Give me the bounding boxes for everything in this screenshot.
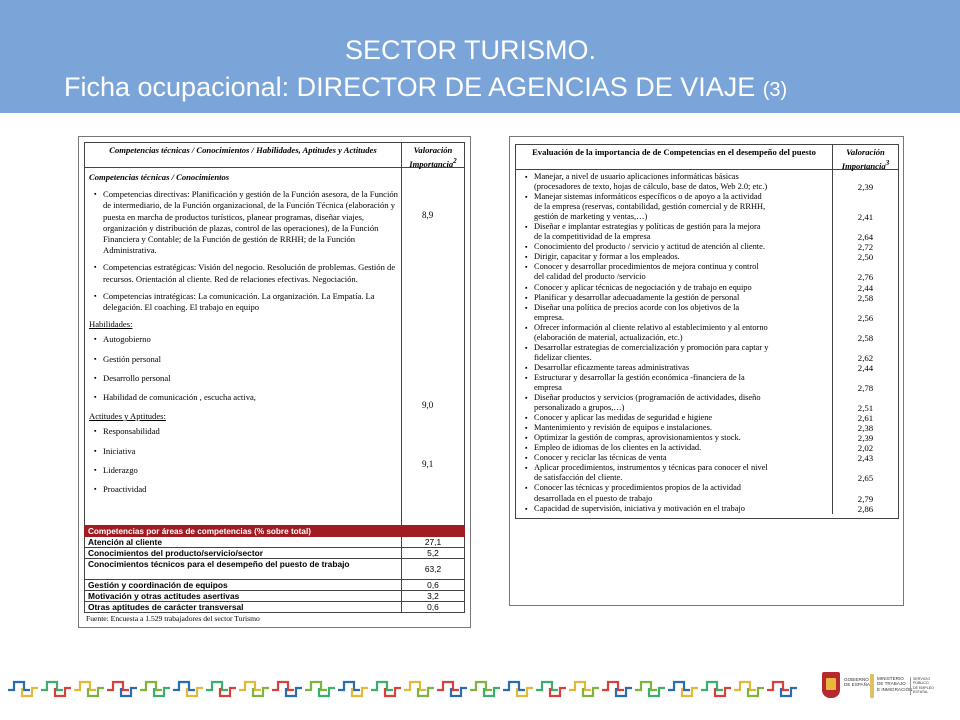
evaluation-item-line: empresa — [534, 382, 562, 392]
chain-link — [371, 682, 393, 690]
chain-link — [767, 682, 789, 690]
evaluation-item-value: 2,58 — [857, 332, 874, 343]
evaluation-item-value: 2,44 — [857, 362, 874, 373]
chain-link — [503, 682, 525, 690]
areas-table — [84, 537, 465, 613]
area-value: 27,1 — [424, 537, 442, 547]
table-row — [522, 252, 830, 262]
evaluation-item-line: ▪ Desarrollar estrategias de comercialización y promoción para captar y — [534, 342, 769, 352]
evaluation-item-line: fidelizar clientes. — [534, 352, 592, 362]
subtitle-prefix: Ficha ocupacional: — [64, 72, 297, 102]
competencies-table — [84, 142, 465, 624]
evaluation-item-line: ▪ Diseñar productos y servicios (programación de actividades, diseño — [534, 393, 761, 403]
tech-section-title: Competencias técnicas / Conocimientos — [89, 172, 230, 182]
logo-ministerio — [877, 676, 912, 692]
area-name: Otras aptitudes de carácter transversal — [85, 602, 402, 612]
area-value: 3,2 — [427, 591, 439, 601]
logo-line: DE ESPAÑA — [844, 682, 870, 688]
evaluation-item-text — [522, 293, 830, 303]
evaluation-item-text — [522, 283, 830, 293]
evaluation-item-line: ▪ Conocer y aplicar técnicas de negociación y de trabajo en equipo — [534, 282, 752, 292]
chain-link — [668, 682, 690, 690]
evaluation-item-value: 2,86 — [857, 503, 874, 514]
value-spacer — [833, 192, 898, 202]
evaluation-item-line: ▪ Planificar y desarrollar adecuadamente la gestión de personal — [534, 292, 740, 302]
evaluation-table — [515, 144, 899, 519]
skills-list — [89, 334, 398, 403]
table-row — [522, 393, 830, 413]
evaluation-panel — [509, 136, 904, 606]
value-spacer — [833, 373, 898, 383]
chain-link — [338, 682, 360, 690]
tech-list — [89, 189, 398, 313]
evaluation-item-line: ▪ Dirigir, capacitar y formar a los empleados. — [534, 252, 680, 262]
evaluation-item-text — [522, 323, 830, 343]
chain-link — [74, 682, 96, 690]
value-spacer — [833, 323, 898, 333]
table-row — [522, 483, 830, 503]
table-row — [522, 323, 830, 343]
chain-link — [140, 682, 162, 690]
evaluation-importance-header — [833, 145, 898, 169]
table-row — [85, 559, 464, 580]
subtitle-main: DIRECTOR DE AGENCIAS DE VIAJE — [296, 72, 763, 102]
chain-link — [239, 682, 261, 690]
area-name: Motivación y otras actitudes asertivas — [85, 591, 402, 601]
value-spacer — [833, 463, 898, 473]
evaluation-item-value: 2,72 — [857, 242, 874, 253]
evaluation-item-line: ▪ Optimizar la gestión de compras, aprovisionamientos y stock. — [534, 433, 741, 443]
evaluation-item-value: 2,58 — [857, 292, 874, 303]
evaluation-item-line: ▪ Aplicar procedimientos, instrumentos y técnicas para conocer el nivel — [534, 463, 768, 473]
evaluation-table-body — [515, 170, 899, 519]
chain-link — [41, 682, 63, 690]
table-row — [522, 242, 830, 252]
evaluation-item-line: ▪ Conocimiento del producto / servicio y actitud de atención al cliente. — [534, 242, 765, 252]
source-note: Fuente: Encuesta a 1.529 trabajadores del sector Turismo — [86, 614, 260, 623]
evaluation-item-value: 2,65 — [857, 473, 874, 484]
evaluation-item-line: ▪ Estructurar y desarrollar la gestión económica -financiera de la — [534, 372, 745, 382]
chain-link — [206, 682, 228, 690]
evaluation-item-line: ▪ Manejar, a nivel de usuario aplicaciones informáticas básicas — [534, 172, 739, 181]
area-name: Gestión y coordinación de equipos — [85, 580, 402, 590]
skills-section-label: Habilidades — [89, 319, 131, 330]
evaluation-item-value: 2,64 — [857, 232, 874, 243]
value-spacer — [833, 262, 898, 272]
list-item: ▪ Iniciativa — [89, 446, 398, 457]
value-spacer — [833, 172, 898, 182]
evaluation-item-line: ▪ Mantenimiento y revisión de equipos e instalaciones. — [534, 423, 712, 433]
evaluation-item-text — [522, 453, 830, 463]
chain-link — [272, 682, 294, 690]
chain-link — [173, 682, 195, 690]
value-spacer — [833, 393, 898, 403]
chain-link — [8, 682, 30, 690]
evaluation-item-value: 2,44 — [857, 282, 874, 293]
logo-line: GOBIERNO — [844, 677, 869, 682]
list-item: ▪ Competencias estratégicas: Visión del negocio. Resolución de problemas. Gestión de recursos. Orientación al cliente. Red de relaciones efectivas. Negociación. — [89, 262, 398, 284]
area-value: 0,6 — [427, 602, 439, 612]
evaluation-item-line: ▪ Conocer las técnicas y procedimientos propios de la actividad — [534, 483, 741, 493]
evaluation-item-text — [522, 303, 830, 323]
evaluation-item-line: ▪ Desarrollar eficazmente tareas administrativas — [534, 362, 690, 372]
evaluation-item-text — [522, 242, 830, 252]
value-spacer — [833, 343, 898, 353]
list-item: ▪ Responsabilidad — [89, 426, 398, 437]
evaluation-item-line: ▪ Empleo de idiomas de los clientes en la actividad. — [534, 443, 702, 453]
logo-line: DE EMPLEO ESTATAL — [913, 685, 934, 695]
evaluation-item-value: 2,78 — [857, 382, 874, 393]
evaluation-item-line: ▪ Ofrecer información al cliente relativo al establecimiento y al entorno — [534, 322, 768, 332]
evaluation-importance-sup: 3 — [885, 159, 890, 167]
evaluation-item-value: 2,50 — [857, 252, 874, 263]
evaluation-item-line: ▪ Capacidad de supervisión, iniciativa y motivación en el trabajo — [534, 503, 745, 513]
evaluation-item-line: (procesadores de texto, hojas de cálculo, base de datos, Web 2.0; etc.) — [534, 182, 768, 192]
table-row — [522, 293, 830, 303]
evaluation-item-line: ▪ Diseñar una política de precios acorde con los objetivos de la — [534, 302, 740, 312]
value-spacer — [833, 303, 898, 313]
evaluation-item-line: ▪ Conocer y aplicar las medidas de seguridad e higiene — [534, 413, 713, 423]
table-row — [522, 453, 830, 463]
slide-subtitle — [64, 70, 787, 107]
table-row — [522, 283, 830, 293]
attitudes-section-label: Actitudes y Aptitudes — [89, 411, 164, 422]
chain-link — [734, 682, 756, 690]
table-row — [522, 363, 830, 373]
competencies-list — [85, 168, 402, 525]
evaluation-items — [516, 170, 833, 514]
chain-link — [107, 682, 129, 690]
competencies-panel — [78, 136, 471, 628]
list-item: ▪ Autogobierno — [89, 334, 398, 345]
table-row — [85, 591, 464, 602]
evaluation-item-text — [522, 252, 830, 262]
areas-header: Competencias por áreas de competencias (% sobre total) — [84, 526, 465, 537]
competencies-table-header — [84, 142, 465, 168]
area-name: Atención al cliente — [85, 537, 402, 547]
evaluation-item-value: 2,38 — [857, 423, 874, 434]
table-row — [522, 373, 830, 393]
importance-col-label: Valoración Importancia — [409, 145, 454, 169]
evaluation-item-value: 2,62 — [857, 352, 874, 363]
list-item: ▪ Desarrollo personal — [89, 373, 398, 384]
evaluation-item-line: del calidad del producto /servicio — [534, 272, 646, 282]
table-row — [522, 504, 830, 514]
table-row — [522, 303, 830, 323]
evaluation-item-text — [522, 463, 830, 483]
evaluation-item-text — [522, 343, 830, 363]
logo-line: E INMIGRACIÓN — [877, 686, 913, 692]
value-spacer — [833, 202, 898, 212]
evaluation-values — [833, 170, 898, 514]
list-item: ▪ Gestión personal — [89, 354, 398, 365]
table-row — [522, 443, 830, 453]
evaluation-item-text — [522, 172, 830, 192]
evaluation-item-text — [522, 363, 830, 373]
logo-divider — [870, 674, 874, 698]
list-item: ▪ Competencias intratégicas: La comunicación. La organización. La Empatía. La delegación. El coaching. El trabajo en equipo — [89, 291, 398, 313]
evaluation-item-line: (elaboración de material, actualización, etc.) — [534, 332, 683, 342]
evaluation-item-text — [522, 192, 830, 222]
table-row — [522, 192, 830, 222]
subtitle-number: (3) — [762, 79, 788, 101]
evaluation-item-line: de satisfacción del cliente. — [534, 473, 623, 483]
chain-link — [635, 682, 657, 690]
evaluation-item-value: 2,51 — [857, 403, 874, 414]
list-item: ▪ Liderazgo — [89, 465, 398, 476]
chain-link — [701, 682, 723, 690]
evaluation-item-text — [522, 433, 830, 443]
evaluation-item-value: 2,61 — [857, 413, 874, 424]
evaluation-item-text — [522, 423, 830, 433]
table-row — [85, 602, 464, 613]
logo-line: DE TRABAJO — [877, 681, 906, 687]
chain-link — [305, 682, 327, 690]
list-item: ▪ Habilidad de comunicación , escucha activa, — [89, 392, 398, 403]
evaluation-table-header — [515, 144, 899, 170]
logo-gobierno — [844, 677, 870, 688]
evaluation-item-text — [522, 483, 830, 503]
table-row — [85, 580, 464, 591]
chain-link — [536, 682, 558, 690]
importance-col-header — [402, 143, 464, 167]
evaluation-item-line: ▪ Conocer y desarrollar procedimientos de mejora continua y control — [534, 262, 759, 272]
evaluation-item-line: de la empresa (reservas, contabilidad, gestión comercial y de RRHH, — [534, 202, 766, 212]
evaluation-item-text — [522, 222, 830, 242]
evaluation-item-value: 2,43 — [857, 453, 874, 464]
list-item: ▪ Proactividad — [89, 484, 398, 495]
evaluation-item-line: empresa. — [534, 312, 564, 322]
evaluation-item-text — [522, 504, 830, 514]
evaluation-item-line: desarrollada en el puesto de trabajo — [534, 493, 653, 503]
evaluation-item-text — [522, 373, 830, 393]
chain-link — [437, 682, 459, 690]
evaluation-importance-label: Valoración Importancia — [841, 147, 886, 171]
chain-link — [569, 682, 591, 690]
evaluation-item-value: 2,39 — [857, 433, 874, 444]
logo-line: SERVICIO PÚBLICO — [913, 677, 931, 686]
evaluation-item-line: ▪ Conocer y reciclar las técnicas de venta — [534, 453, 667, 463]
evaluation-item-value: 2,56 — [857, 312, 874, 323]
table-row — [522, 262, 830, 282]
chain-link — [470, 682, 492, 690]
tech-value: 8,9 — [422, 210, 434, 220]
attitudes-section-title: Actitudes y Aptitudes: — [89, 411, 166, 422]
table-row — [522, 413, 830, 423]
skills-section-title: Habilidades: — [89, 319, 133, 330]
evaluation-item-value: 2,79 — [857, 493, 874, 504]
competencies-col-header: Competencias técnicas / Conocimientos / Habilidades, Aptitudes y Actitudes — [85, 143, 402, 167]
area-value: 5,2 — [427, 548, 439, 558]
table-row — [522, 343, 830, 363]
government-logos — [820, 668, 940, 704]
chain-link — [602, 682, 624, 690]
evaluation-item-line: personalizado a grupos,…) — [534, 403, 625, 413]
table-row — [522, 222, 830, 242]
table-row — [522, 463, 830, 483]
attitudes-value: 9,1 — [422, 459, 434, 469]
importance-col-sup: 2 — [453, 157, 457, 165]
evaluation-item-text — [522, 443, 830, 453]
area-name: Conocimientos del producto/servicio/sector — [85, 548, 402, 558]
table-row — [85, 548, 464, 559]
area-value: 0,6 — [427, 580, 439, 590]
coat-of-arms-icon — [822, 672, 840, 698]
competencies-table-body — [84, 168, 465, 526]
table-row — [522, 433, 830, 443]
value-spacer — [833, 483, 898, 493]
evaluation-item-text — [522, 393, 830, 413]
importance-values — [402, 168, 464, 525]
slide-title: SECTOR TURISMO. — [345, 35, 597, 65]
logo-sepe — [910, 677, 940, 695]
area-name: Conocimientos técnicos para el desempeño del puesto de trabajo — [85, 559, 402, 579]
table-row — [85, 537, 464, 548]
value-spacer — [833, 222, 898, 232]
evaluation-item-line: gestión de marketing y ventas,…) — [534, 212, 648, 222]
logo-line: MINISTERIO — [877, 676, 904, 681]
list-item: ▪ Competencias directivas: Planificación y gestión de la Función asesora, de la Función de intermediario, de la Función organizacional, de la Función Técnica (elaboración y puesta en marcha de productos turísticos, planear programas, diseñar viajes, organización y distribución de plazas, control de las operaciones), de la Función Financiera y Contable; de la Función de gestión de RRHH; de la Función Administrativa. — [89, 189, 398, 256]
evaluation-col-header: Evaluación de la importancia de de Competencias en el desempeño del puesto — [516, 145, 833, 169]
table-row — [522, 423, 830, 433]
evaluation-item-text — [522, 413, 830, 423]
evaluation-item-line: ▪ Manejar sistemas informáticos específicos o de apoyo a la actividad — [534, 192, 762, 202]
evaluation-item-text — [522, 262, 830, 282]
evaluation-item-value: 2,39 — [857, 182, 874, 193]
evaluation-item-value: 2,02 — [857, 443, 874, 454]
area-value: 63,2 — [424, 564, 442, 574]
decorative-chain-pattern — [0, 670, 810, 710]
evaluation-item-value: 2,41 — [857, 212, 874, 223]
evaluation-item-line: de la competitividad de la empresa — [534, 232, 651, 242]
skills-value: 9,0 — [422, 400, 434, 410]
attitudes-list — [89, 426, 398, 495]
chain-link — [404, 682, 426, 690]
table-row — [522, 172, 830, 192]
evaluation-item-value: 2,76 — [857, 272, 874, 283]
evaluation-item-line: ▪ Diseñar e implantar estrategias y políticas de gestión para la mejora — [534, 222, 761, 232]
